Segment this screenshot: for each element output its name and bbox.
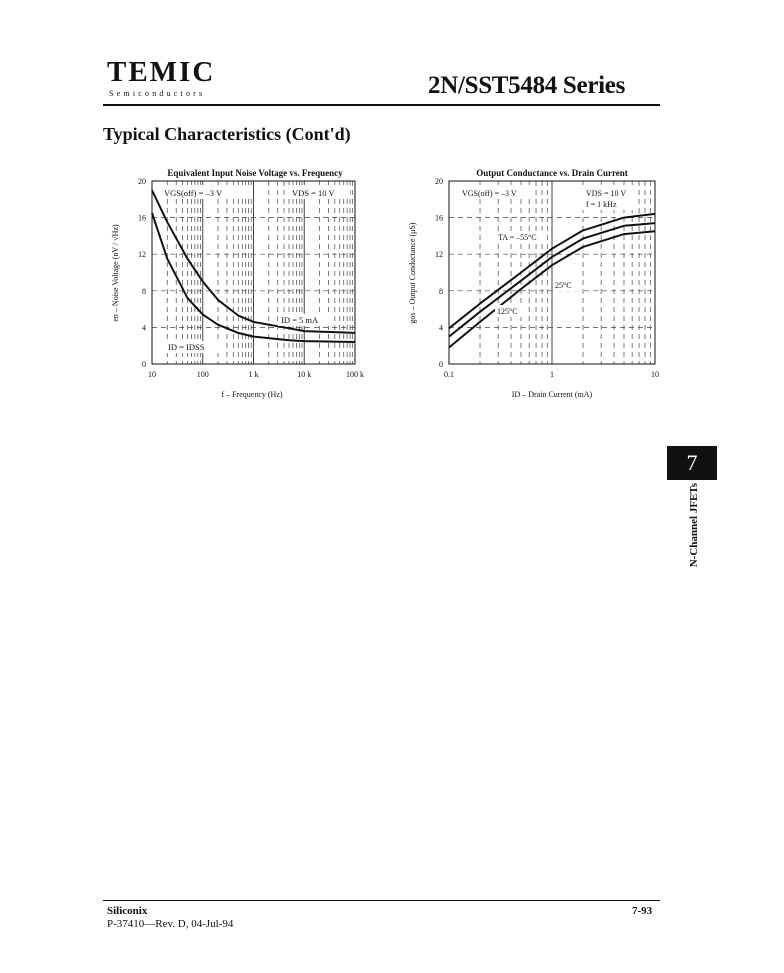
y-axis-label: en – Noise Voltage (nV / √Hz) — [111, 224, 120, 322]
footer-revision: P-37410—Rev. D, 04-Jul-94 — [107, 918, 234, 930]
chart-title: Equivalent Input Noise Voltage vs. Frequency — [167, 168, 343, 178]
noise-voltage-chart — [100, 164, 375, 404]
x-tick-label: 1 k — [248, 370, 259, 379]
y-tick-label: 8 — [142, 286, 146, 296]
y-tick-label: 12 — [435, 250, 443, 260]
y-tick-label: 16 — [435, 213, 443, 223]
x-tick-label: 10 — [651, 370, 659, 379]
y-tick-labels — [435, 177, 443, 369]
chart-title: Output Conductance vs. Drain Current — [476, 168, 628, 178]
annotation-frequency: f = 1 kHz — [586, 200, 617, 209]
annotation-id-5ma: ID = 5 mA — [281, 315, 319, 325]
section-title: Typical Characteristics (Cont'd) — [103, 124, 351, 144]
y-tick-label: 8 — [439, 286, 443, 296]
y-tick-label: 20 — [435, 177, 443, 186]
chapter-label: N-Channel JFETs — [688, 483, 700, 568]
annotation-id-idss: ID = IDSS — [168, 342, 205, 352]
y-axis-label: gos – Output Conductance (μS) — [408, 222, 417, 324]
y-tick-labels — [138, 177, 146, 369]
y-tick-label: 16 — [138, 213, 146, 223]
y-tick-label: 0 — [439, 360, 443, 369]
x-tick-labels — [148, 370, 364, 379]
footer-company: Siliconix — [107, 905, 148, 917]
brand-subtitle: Semiconductors — [109, 89, 206, 98]
annotation-vgs: VGS(off) = –3 V — [164, 188, 223, 198]
y-tick-label: 20 — [138, 177, 146, 186]
x-axis-label: ID – Drain Current (mA) — [511, 390, 593, 399]
footer-divider — [103, 900, 660, 901]
brand-logo: TEMIC — [107, 56, 216, 88]
x-tick-label: 100 k — [346, 370, 364, 379]
x-tick-label: 1 — [550, 370, 554, 379]
output-conductance-chart — [400, 164, 675, 404]
annotation-vds: VDS = 10 V — [292, 188, 335, 198]
y-tick-label: 4 — [439, 323, 443, 333]
header-divider — [103, 104, 660, 106]
annotation-vgs: VGS(off) = –3 V — [462, 189, 517, 198]
x-tick-label: 10 k — [297, 370, 312, 379]
annotation-vds: VDS = 10 V — [586, 189, 627, 198]
annotation-ta-minus55: TA = –55°C — [498, 233, 537, 242]
x-tick-labels — [444, 370, 659, 379]
annotation-125c: 125°C — [497, 307, 518, 316]
x-tick-label: 100 — [196, 370, 209, 379]
x-tick-label: 0.1 — [444, 370, 454, 379]
y-tick-label: 12 — [138, 250, 146, 260]
document-title: 2N/SST5484 Series — [428, 72, 625, 99]
page-number: 7-93 — [632, 905, 653, 917]
x-tick-label: 10 — [148, 370, 156, 379]
y-tick-label: 0 — [142, 360, 146, 369]
y-tick-label: 4 — [142, 323, 146, 333]
x-axis-label: f – Frequency (Hz) — [221, 390, 283, 399]
chapter-tab: 7 — [667, 446, 717, 480]
annotation-25c: 25°C — [555, 281, 572, 290]
